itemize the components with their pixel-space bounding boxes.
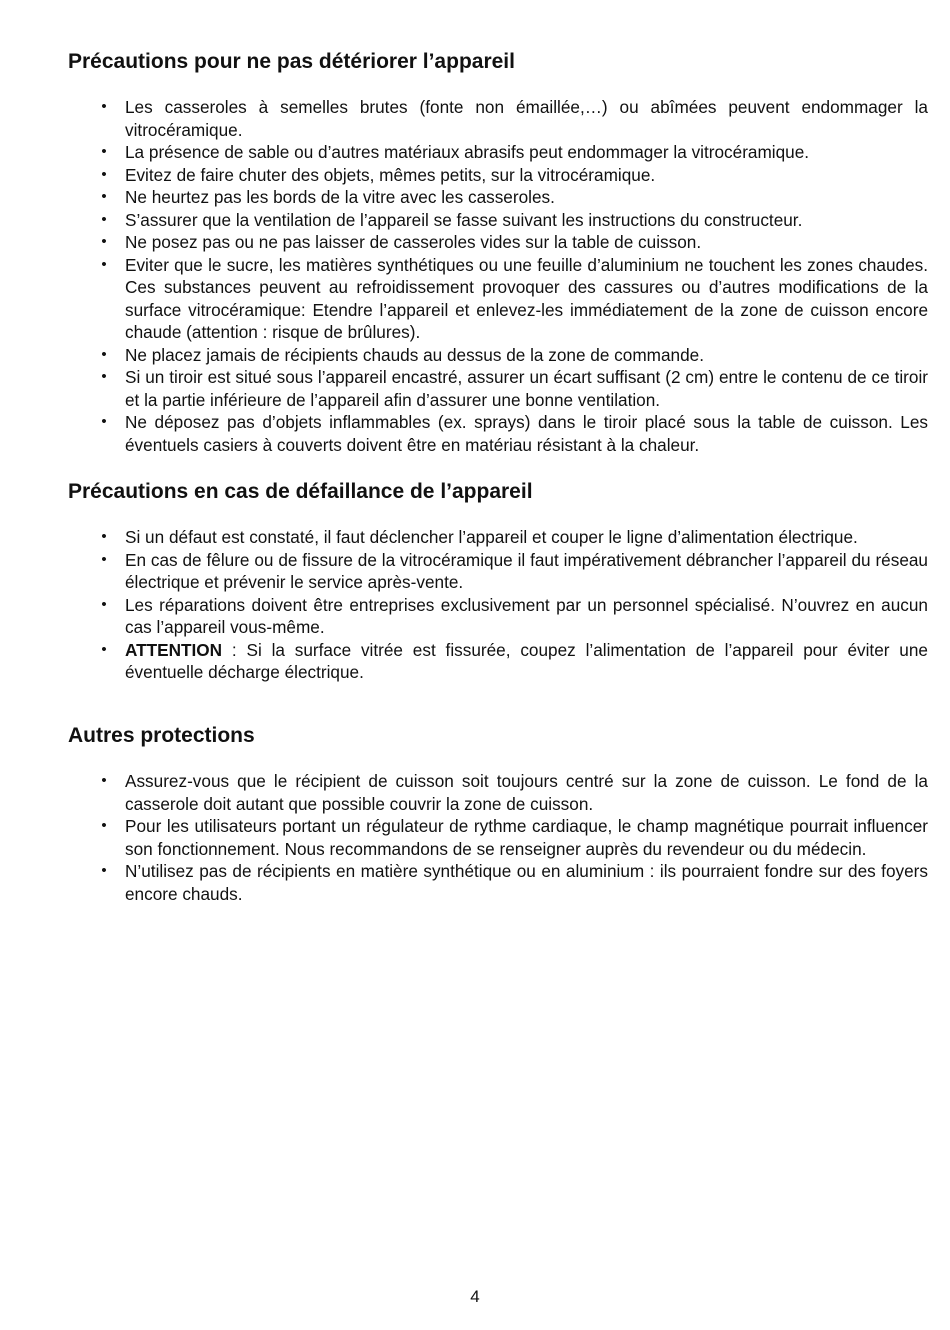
bullet-icon: • [101,817,107,834]
bullet-icon: • [101,368,107,385]
page-number: 4 [470,1287,480,1306]
attention-label: ATTENTION [125,639,223,660]
list-item-text: Evitez de faire chuter des objets, mêmes petits, sur la vitrocéramique. [125,164,656,185]
list-item [68,344,928,367]
bullet-icon: • [101,413,107,430]
list-item-text: Si un tiroir est situé sous l’appareil encastré, assurer un écart suffisant (2 cm) entre le contenu de ce tiroir et la partie inférieure de l’appareil afin d’assurer une bonne ventilation. [125,367,928,410]
bullet-icon: • [101,143,107,160]
list-item-text: Assurez-vous que le récipient de cuisson soit toujours centré sur la zone de cuisson. Le fond de la casserole doit autant que possible couvrir la zone de cuisson. [125,771,928,814]
list-item [68,186,928,209]
list-item [68,231,928,254]
list-item-text: Ne déposez pas d’objets inflammables (ex. sprays) dans le tiroir placé sous la table de cuisson. Les éventuels casiers à couverts doivent être en matériau résistant à la chaleur. [125,412,928,455]
list-item [68,770,928,815]
bullet-icon: • [101,595,107,613]
list-item-text: Si un défaut est constaté, il faut déclencher l’appareil et couper le ligne d’alimentation électrique. [125,527,858,547]
list-item [68,639,928,684]
list-item-text: Les casseroles à semelles brutes (fonte non émaillée,…) ou abîmées peuvent endommager la vitrocéramique. [125,97,928,140]
list-item-text: N’utilisez pas de récipients en matière synthétique ou en aluminium : ils pourraient fondre sur des foyers encore chauds. [125,861,928,904]
list-item [68,411,928,456]
bullet-icon: • [101,862,107,879]
list-item [68,254,928,344]
list-item-text: La présence de sable ou d’autres matériaux abrasifs peut endommager la vitrocéramique. [125,142,810,162]
bullet-icon: • [101,233,107,250]
bullet-list [68,526,928,684]
list-item-text: En cas de fêlure ou de fissure de la vitrocéramique il faut impérativement débrancher l’appareil du réseau électrique et prévenir le service après-vente. [125,549,928,592]
list-item-text: Ne heurtez pas les bords de la vitre avec les casseroles. [125,187,555,207]
list-item-text: Les réparations doivent être entreprises exclusivement par un personnel spécialisé. N’ouvrez en aucun cas l’appareil vous-même. [125,594,928,637]
bullet-icon: • [101,165,107,183]
list-item-text: Ne placez jamais de récipients chauds au dessus de la zone de commande. [125,344,704,365]
bullet-list [68,770,928,905]
list-item [68,209,928,232]
list-item [68,141,928,164]
list-item-text: S’assurer que la ventilation de l’appareil se fasse suivant les instructions du constructeur. [125,209,803,230]
bullet-list [68,96,928,456]
list-item [68,164,928,187]
section-heading: Autres protections [68,724,255,747]
bullet-icon: • [101,98,107,115]
section-precautions-deterioration [68,50,928,456]
section-heading: Précautions pour ne pas détériorer l’appareil [68,50,515,73]
bullet-icon: • [101,772,107,789]
list-item [68,366,928,411]
list-item-text: Ne posez pas ou ne pas laisser de casseroles vides sur la table de cuisson. [125,232,702,252]
list-item-text: Pour les utilisateurs portant un régulateur de rythme cardiaque, le champ magnétique pourrait influencer son fonctionnement. Nous recommandons de se renseigner auprès du revendeur ou du médecin. [125,816,928,859]
bullet-icon: • [101,528,107,545]
list-item [68,815,928,860]
list-item [68,526,928,549]
bullet-icon: • [101,640,107,658]
section-precautions-defaillance [68,480,928,684]
bullet-icon: • [101,188,107,205]
bullet-icon: • [101,210,107,228]
list-item [68,860,928,905]
list-item-text: Eviter que le sucre, les matières synthétiques ou une feuille d’aluminium ne touchent les zones chaudes. Ces substances peuvent au refroidissement provoquer des cassures ou d’autres modifications de la surface vitrocéramique: Etendre l’appareil et enlevez-les immédiatement de la zone de cuisson encore chaude (attention : risque de brûlures). [125,254,928,342]
list-item [68,549,928,594]
list-item [68,594,928,639]
bullet-icon: • [101,550,107,568]
list-item-text: : Si la surface vitrée est fissurée, coupez l’alimentation de l’appareil pour éviter une éventuelle décharge électrique. [125,639,928,682]
bullet-icon: • [101,345,107,363]
bullet-icon: • [101,255,107,273]
section-autres-protections [68,724,928,905]
section-heading: Précautions en cas de défaillance de l’appareil [68,480,533,503]
list-item [68,96,928,141]
